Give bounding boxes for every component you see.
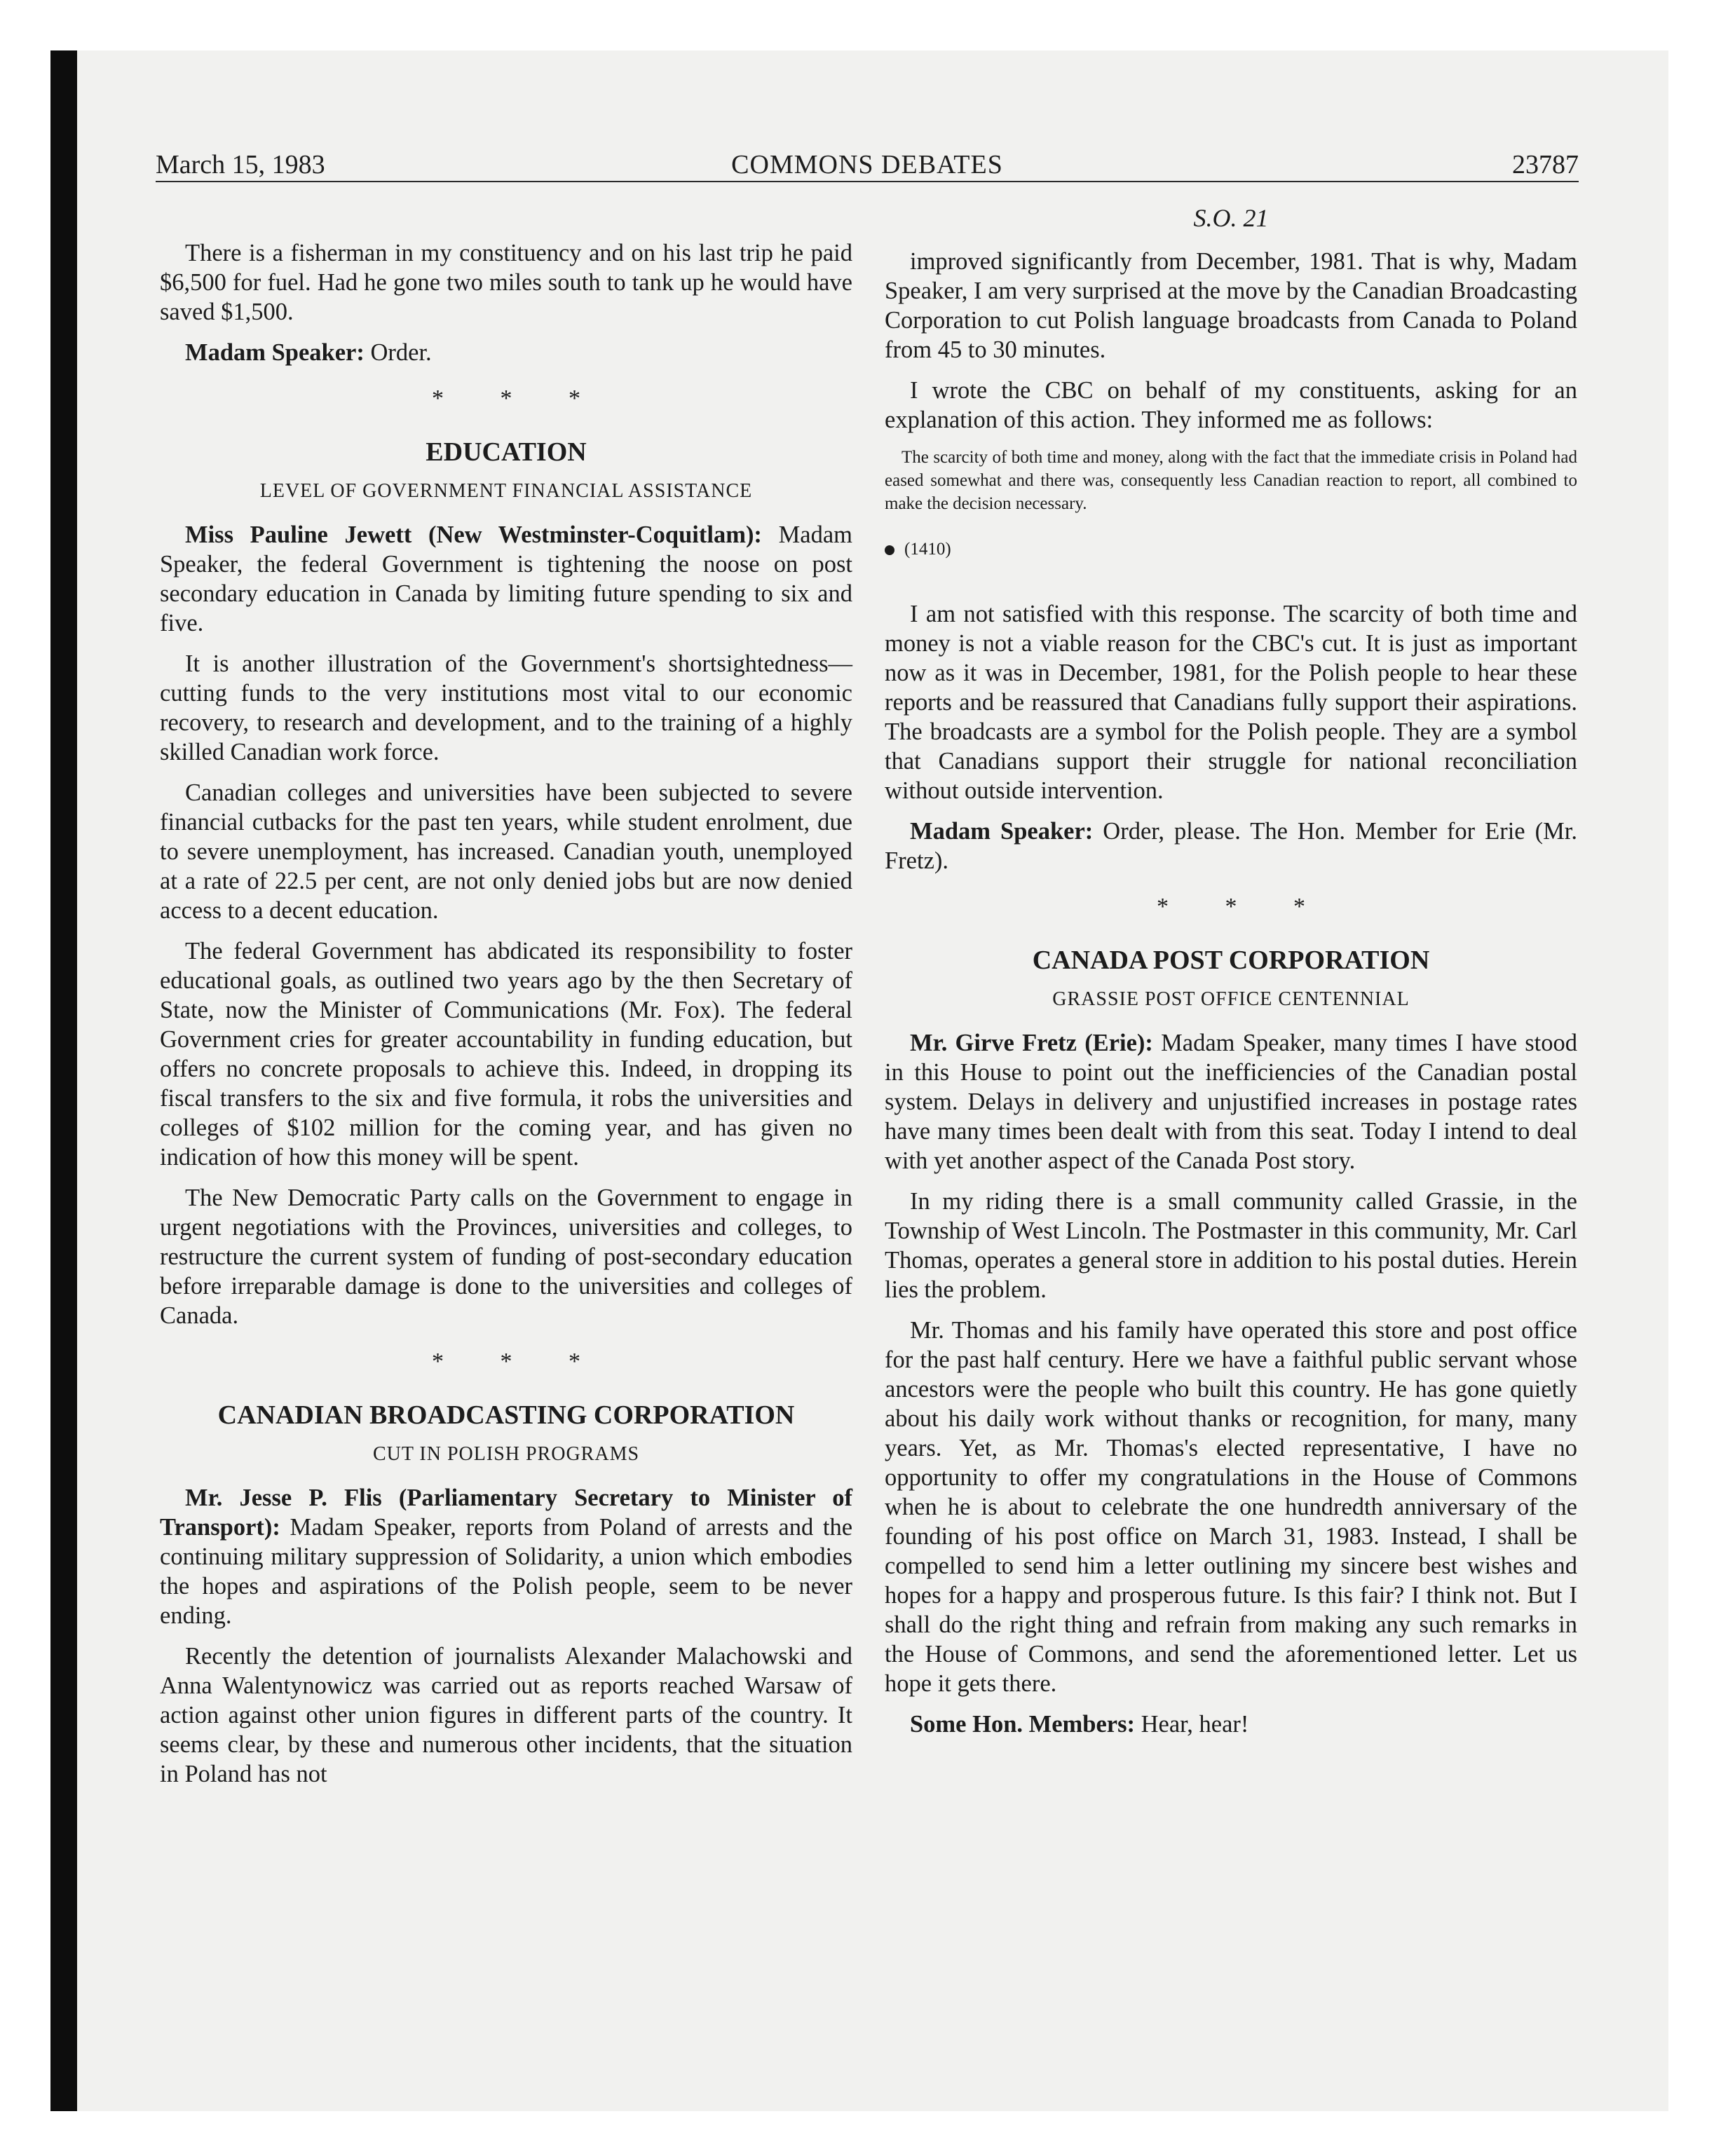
- time-marker-text: (1410): [904, 540, 951, 559]
- section-subheading: CUT IN POLISH PROGRAMS: [372, 1443, 640, 1465]
- paragraph: Mr. Thomas and his family have operated this store and post office for the past half century. Here we have a faithful public servant whose ancestors were the people who built this country. He has gone quietly about his daily work without thanks or recognition, for many, many years. Yet, as Mr. Thomas's elected representative, I have no opportunity to offer my congratulations in the House of Commons when he is about to celebrate the one hundredth anniversary of the founding of his post office on March 31, 1983. Instead, I shall be compelled to send him a letter outlining my sincere best wishes and hopes for a happy and prosperous future. Is this fair? I think not. But I shall do the right thing and refrain from making any such remarks in the House of Commons, and send the aforementioned letter. Let us hope it gets there.: [885, 1317, 1577, 1697]
- speech-text: Madam Speaker, many times I have stood in this House to point out the inefficiencies of the Canadian postal system. Delays in delivery and unjustified increases in postage rates have many times been dealt with from this seat. Today I intend to deal with yet another aspect of the Canada Post story.: [885, 1030, 1578, 1174]
- standing-order-label: S.O. 21: [1193, 204, 1269, 232]
- header-rule: [156, 181, 1579, 182]
- speaker-text: Hear, hear!: [1141, 1711, 1249, 1738]
- header-date: March 15, 1983: [156, 150, 325, 179]
- left-column: [160, 238, 852, 1800]
- paragraph: Canadian colleges and universities have been subjected to severe financial cutbacks for the past ten years, while student enrolment, due to severe unemployment, has increased. Canadian youth, unemployed at a rate of 22.5 per cent, are not only denied jobs but are now denied access to a decent education.: [160, 779, 852, 924]
- speaker-name: Madam Speaker:: [185, 339, 365, 366]
- speaker-line: [885, 817, 1577, 875]
- header-title: COMMONS DEBATES: [731, 150, 1003, 179]
- paragraph: I wrote the CBC on behalf of my constituents, asking for an explanation of this action. They informed me as follows:: [885, 377, 1577, 433]
- speech-opening: [160, 1483, 852, 1630]
- speaker-text: Order.: [370, 339, 432, 366]
- section-separator: * * *: [1157, 894, 1331, 920]
- paragraph: I am not satisfied with this response. The scarcity of both time and money is not a viable reason for the CBC's cut. It is just as important now as it was in December, 1981, for the Polish people to hear these reports and be reassured that Canadians fully support their aspirations. The broadcasts are a symbol for the Polish people. They are a symbol that Canadians support their struggle for national reconciliation without outside intervention.: [885, 601, 1577, 804]
- speaker-name: Madam Speaker:: [910, 818, 1094, 845]
- paragraph: There is a fisherman in my constituency and on his last trip he paid $6,500 for fuel. Had he gone two miles south to tank up he would have saved $1,500.: [160, 240, 852, 325]
- section-subheading: GRASSIE POST OFFICE CENTENNIAL: [1052, 988, 1410, 1010]
- header-page-number: 23787: [1512, 150, 1579, 179]
- speaker-name: Miss Pauline Jewett (New Westminster-Coquitlam):: [185, 521, 762, 548]
- section-separator: * * *: [432, 1349, 606, 1374]
- paragraph: Recently the detention of journalists Alexander Malachowski and Anna Walentynowicz was carried out as reports reached Warsaw of action against other union figures in different parts of the country. It seems clear, by these and numerous other incidents, that the situation in Poland has not: [160, 1643, 852, 1787]
- bullet-icon: [885, 545, 894, 555]
- section-heading: EDUCATION: [426, 437, 587, 467]
- speaker-name: Some Hon. Members:: [910, 1711, 1135, 1738]
- speaker-name: Mr. Jesse P. Flis (Parliamentary Secretary to Minister of Transport):: [160, 1485, 852, 1541]
- scan-edge: [50, 50, 77, 2111]
- speaker-line: [885, 1710, 1577, 1739]
- paragraph: It is another illustration of the Government's shortsightedness—cutting funds to the very institutions most vital to our economic recovery, to research and development, and to the training of a highly skilled Canadian work force.: [160, 650, 852, 765]
- paragraph: The federal Government has abdicated its responsibility to foster educational goals, as outlined two years ago by the then Secretary of State, now the Minister of Communications (Mr. Fox). The federal Government cries for greater accountability in funding education, but offers no concrete proposals to achieve this. Indeed, in dropping its fiscal transfers to the six and five formula, it robs the universities and colleges of $102 million for the coming year, and has given no indication of how this money will be spent.: [160, 938, 852, 1171]
- speech-text: Madam Speaker, the federal Government is tightening the noose on post secondary education in Canada by limiting future spending to six and five.: [160, 521, 852, 636]
- section-heading: CANADA POST CORPORATION: [1032, 946, 1430, 975]
- speech-text: Madam Speaker, reports from Poland of arrests and the continuing military suppression of Solidarity, a union which embodies the hopes and aspirations of the Polish people, seem to be never ending.: [160, 1514, 853, 1629]
- speaker-line: [160, 338, 852, 367]
- paragraph: The New Democratic Party calls on the Government to engage in urgent negotiations with the Provinces, universities and colleges, to restructure the current system of funding of post-secondary education before irreparable damage is done to the universities and colleges of Canada.: [160, 1185, 852, 1329]
- speaker-text: Order, please. The Hon. Member for Erie (Mr. Fretz).: [885, 818, 1578, 874]
- paragraph: improved significantly from December, 1981. That is why, Madam Speaker, I am very surprised at the move by the Canadian Broadcasting Corporation to cut Polish language broadcasts from Canada to Poland from 45 to 30 minutes.: [885, 248, 1577, 363]
- speaker-name: Mr. Girve Fretz (Erie):: [910, 1030, 1153, 1056]
- right-column: [885, 203, 1577, 1750]
- section-separator: * * *: [432, 386, 606, 411]
- speech-opening: [160, 520, 852, 638]
- speech-opening: [885, 1028, 1577, 1175]
- section-subheading: LEVEL OF GOVERNMENT FINANCIAL ASSISTANCE: [259, 480, 753, 502]
- block-quote: The scarcity of both time and money, along with the fact that the immediate crisis in Poland had eased somewhat and there was, consequently less Canadian reaction to report, all combined to make the decision necessary.: [885, 448, 1577, 513]
- time-marker: [885, 535, 1577, 564]
- paragraph: In my riding there is a small community called Grassie, in the Township of West Lincoln. The Postmaster in this community, Mr. Carl Thomas, operates a general store in addition to his postal duties. Herein lies the problem.: [885, 1188, 1577, 1303]
- section-heading: CANADIAN BROADCASTING CORPORATION: [217, 1400, 795, 1430]
- running-head: [156, 147, 1579, 182]
